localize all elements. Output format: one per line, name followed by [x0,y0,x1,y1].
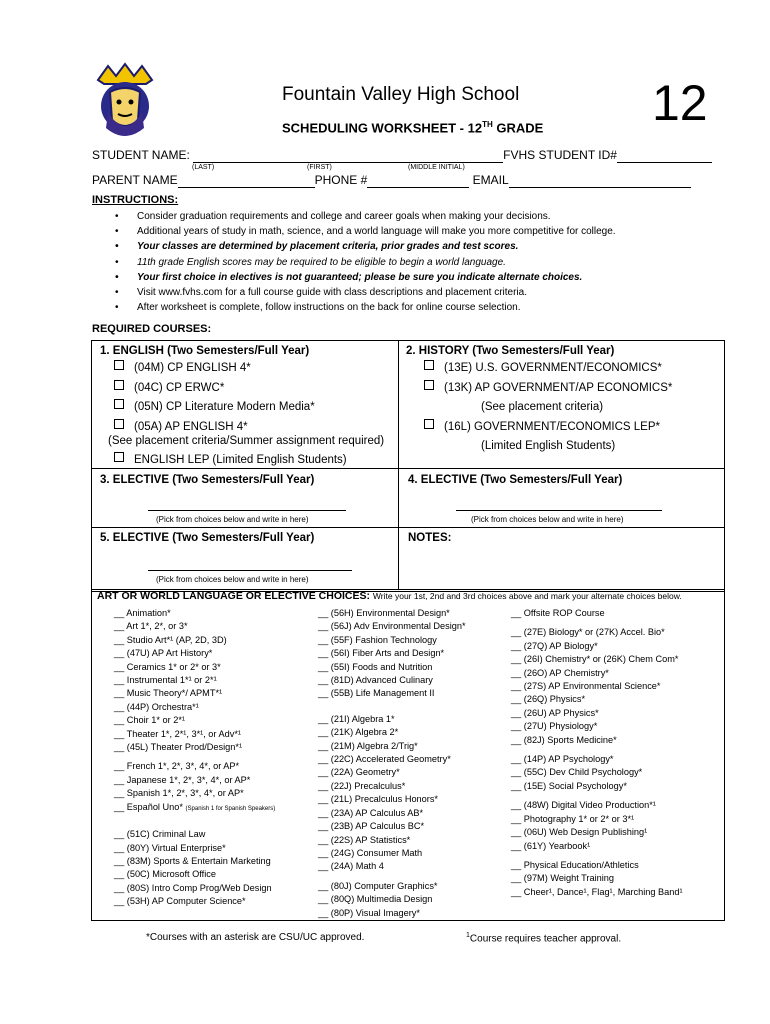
email-label: EMAIL [472,173,509,187]
elective-option[interactable]: __ (47U) AP Art History* [114,648,213,659]
elective-option[interactable]: __ (80P) Visual Imagery* [318,907,420,918]
history-course[interactable]: (16L) GOVERNMENT/ECONOMICS LEP* [424,418,672,438]
elective-option[interactable]: __ (26U) AP Physics* [511,707,599,718]
elective-5-field[interactable] [148,570,352,571]
elective-option[interactable]: __ French 1*, 2*, 3*, 4*, or AP* [114,761,240,772]
elective-option[interactable]: __ (27E) Biology* or (27K) Accel. Bio* [511,627,665,638]
instructions-list [92,209,732,315]
elective-option[interactable]: __ (22S) AP Statistics* [318,834,411,845]
elective-option[interactable]: __ (27S) AP Environmental Science* [511,681,661,692]
elective-option[interactable]: __ (80J) Computer Graphics* [318,880,438,891]
elective-option[interactable]: __ Offsite ROP Course [511,608,605,618]
elective-option[interactable]: __ (26O) AP Chemistry* [511,667,609,678]
elective-option[interactable]: __ (22C) Accelerated Geometry* [318,754,451,765]
elective-option[interactable]: __ (21I) Algebra 1* [318,713,395,724]
notes-label: NOTES: [408,532,452,544]
instruction-item: • Your classes are determined by placement criteria, prior grades and test scores. [92,239,732,254]
student-id-label: FVHS STUDENT ID# [503,148,617,162]
elective-option[interactable]: __ (50C) Microsoft Office [114,869,216,880]
elective-option[interactable]: __ (82J) Sports Medicine* [511,734,617,745]
history-note: (See placement criteria) [481,401,604,413]
elective-option[interactable]: __ (26I) Chemistry* or (26K) Chem Com* [511,654,679,665]
school-name: Fountain Valley High School [282,84,520,105]
school-logo [88,62,162,140]
elective-option[interactable]: __ (22A) Geometry* [318,767,400,778]
student-name-field[interactable] [193,148,503,163]
english-title: 1. ENGLISH (Two Semesters/Full Year) [100,345,310,357]
parent-name-field[interactable] [178,173,315,188]
elective-option[interactable]: __ (51C) Criminal Law [114,829,206,840]
elective-option[interactable]: __ Photography 1* or 2* or 3*¹ [511,813,635,824]
instruction-item: • Additional years of study in math, science, and a world language will make you more competitive for college. [92,224,732,239]
english-note: (See placement criteria/Summer assignment required) [108,435,385,447]
checkbox[interactable] [424,419,434,429]
email-field[interactable] [509,173,691,188]
elective-option[interactable]: __ Animation* [114,608,171,618]
elective-option[interactable]: __ Theater 1*, 2*¹, 3*¹, or Adv*¹ [114,728,241,739]
worksheet-title: SCHEDULING WORKSHEET - 12TH GRADE [282,120,544,136]
elective-option[interactable]: __ (14P) AP Psychology* [511,754,614,765]
elective-option[interactable]: __ Spanish 1*, 2*, 3*, 4*, or AP* [114,788,244,799]
elective-column-3 [511,607,683,899]
elective-option[interactable]: __ (80Q) Multimedia Design [318,894,433,905]
instruction-item: • Consider graduation requirements and college and career goals when making your decisions. [92,209,732,224]
asterisk-note: *Courses with an asterisk are CSU/UC approved. [146,932,365,943]
elective-5-title: 5. ELECTIVE (Two Semesters/Full Year) [100,532,315,544]
elective-option[interactable]: __ (97M) Weight Training [511,873,614,884]
english-course[interactable]: (04M) CP ENGLISH 4* [114,359,315,379]
elective-option[interactable]: __ (23A) AP Calculus AB* [318,807,424,818]
elective-option[interactable]: __ (27Q) AP Biology* [511,640,598,651]
middle-label: (MIDDLE INITIAL) [408,164,465,171]
elective-3-pick-note: (Pick from choices below and write in here) [156,515,309,524]
checkbox[interactable] [114,419,124,429]
elective-option[interactable]: __ (45L) Theater Prod/Design*¹ [114,742,243,753]
instructions-heading: INSTRUCTIONS: [92,194,179,206]
elective-option[interactable]: __ (22J) Precalculus* [318,780,406,791]
english-lep[interactable]: ENGLISH LEP (Limited English Students) [114,451,347,471]
elective-option[interactable]: __ (56J) Adv Environmental Design* [318,621,466,632]
elective-option[interactable]: __ (15E) Social Psychology* [511,780,627,791]
elective-option[interactable]: __ (61Y) Yearbook¹ [511,840,591,851]
phone-field[interactable] [367,173,469,188]
history-course[interactable]: (13K) AP GOVERNMENT/AP ECONOMICS* [424,379,672,399]
elective-option[interactable]: __ (56I) Fiber Arts and Design* [318,648,445,659]
instruction-item: • 11th grade English scores may be required to be eligible to begin a world language. [92,255,732,270]
elective-option[interactable]: __ (56H) Environmental Design* [318,608,450,618]
elective-option[interactable]: __ (83M) Sports & Entertain Marketing [114,855,271,866]
elective-option[interactable]: __ Choir 1* or 2*¹ [114,715,185,726]
checkbox[interactable] [424,380,434,390]
student-id-field[interactable] [617,148,712,163]
elective-choices-heading: ART OR WORLD LANGUAGE OR ELECTIVE CHOICES: [97,590,370,602]
history-course[interactable]: (13E) U.S. GOVERNMENT/ECONOMICS* [424,359,672,379]
history-title: 2. HISTORY (Two Semesters/Full Year) [406,345,615,357]
elective-option[interactable]: __ (55C) Dev Child Psychology* [511,767,643,778]
english-course[interactable]: (05A) AP ENGLISH 4* [114,418,315,438]
elective-option[interactable]: __ (24G) Consumer Math [318,847,423,858]
elective-option[interactable]: __ (21L) Precalculus Honors* [318,794,439,805]
elective-column-2 [318,607,466,920]
checkbox[interactable] [114,360,124,370]
elective-column-1 [114,607,275,909]
checkbox[interactable] [424,360,434,370]
instruction-item: • After worksheet is complete, follow instructions on the back for online course selection. [92,300,732,315]
elective-option[interactable]: __ (23B) AP Calculus BC* [318,821,425,832]
elective-option[interactable]: __ (26Q) Physics* [511,694,586,705]
elective-option[interactable]: __ (53H) AP Computer Science* [114,896,246,907]
elective-option[interactable]: __ Instrumental 1*¹ or 2*¹ [114,675,217,686]
elective-4-field[interactable] [456,510,662,511]
english-course[interactable]: (04C) CP ERWC* [114,379,315,399]
elective-option[interactable]: __ (80Y) Virtual Enterprise* [114,842,226,853]
column-divider [398,340,399,590]
parent-row [92,173,691,188]
row-divider [91,527,724,528]
grade-number: 12 [652,75,708,131]
elective-option[interactable]: __ (55F) Fashion Technology [318,634,437,645]
required-heading: REQUIRED COURSES: [92,323,212,335]
elective-option[interactable]: __ (44P) Orchestra*¹ [114,701,199,712]
parent-name-label: PARENT NAME [92,173,178,187]
elective-option[interactable]: __ (06U) Web Design Publishing¹ [511,827,648,838]
elective-option[interactable]: __ Studio Art*¹ (AP, 2D, 3D) [114,634,227,645]
english-list [114,359,315,437]
checkbox[interactable] [114,452,124,462]
checkbox[interactable] [114,399,124,409]
elective-4-title: 4. ELECTIVE (Two Semesters/Full Year) [408,474,623,486]
elective-4-pick-note: (Pick from choices below and write in here) [471,515,624,524]
english-course[interactable]: (05N) CP Literature Modern Media* [114,398,315,418]
instruction-item: • Visit www.fvhs.com for a full course guide with class descriptions and placement criteria. [92,285,732,300]
history-list [424,359,672,457]
elective-option[interactable]: __ (80S) Intro Comp Prog/Web Design [114,882,272,893]
last-label: (LAST) [192,164,215,171]
elective-option[interactable]: __ (27U) Physiology* [511,721,598,732]
elective-option[interactable]: __ Music Theory*/ APMT*¹ [114,688,223,699]
elective-option[interactable]: __ Physical Education/Athletics [511,859,639,870]
elective-option[interactable]: __ (55I) Foods and Nutrition [318,661,433,672]
elective-option[interactable]: __ (21M) Algebra 2/Trig* [318,740,418,751]
student-name-label: STUDENT NAME: [92,148,190,162]
elective-option[interactable]: __ (55B) Life Management II [318,688,435,699]
checkbox[interactable] [114,380,124,390]
elective-3-title: 3. ELECTIVE (Two Semesters/Full Year) [100,474,315,486]
elective-option[interactable]: __ Cheer¹, Dance¹, Flag¹, Marching Band¹ [511,886,683,897]
phone-label: PHONE # [314,173,368,187]
elective-option[interactable]: __ Art 1*, 2*, or 3* [114,621,188,632]
elective-option[interactable]: __ Español Uno* (Spanish 1 for Spanish Speakers) [114,801,276,812]
elective-option[interactable]: __ (21K) Algebra 2* [318,727,399,738]
student-name-row [92,148,712,163]
elective-choices-subheading: Write your 1st, 2nd and 3rd choices above and mark your alternate choices below. [372,591,682,601]
history-note: (Limited English Students) [481,440,616,452]
elective-option[interactable]: __ (81D) Advanced Culinary [318,675,433,686]
elective-option[interactable]: __ Japanese 1*, 2*, 3*, 4*, or AP* [114,774,251,785]
elective-option[interactable]: __ (48W) Digital Video Production*¹ [511,800,656,811]
elective-option[interactable]: __ Ceramics 1* or 2* or 3* [114,661,221,672]
first-label: (FIRST) [307,164,332,171]
elective-option[interactable]: __ (24A) Math 4 [318,861,384,872]
instruction-item: • Your first choice in electives is not guaranteed; please be sure you indicate alternate choices. [92,270,732,285]
elective-5-pick-note: (Pick from choices below and write in here) [156,575,309,584]
elective-3-field[interactable] [148,510,346,511]
elective-choices-header [97,590,682,602]
approval-note: $^1$Course requires teacher approval. [466,932,622,945]
